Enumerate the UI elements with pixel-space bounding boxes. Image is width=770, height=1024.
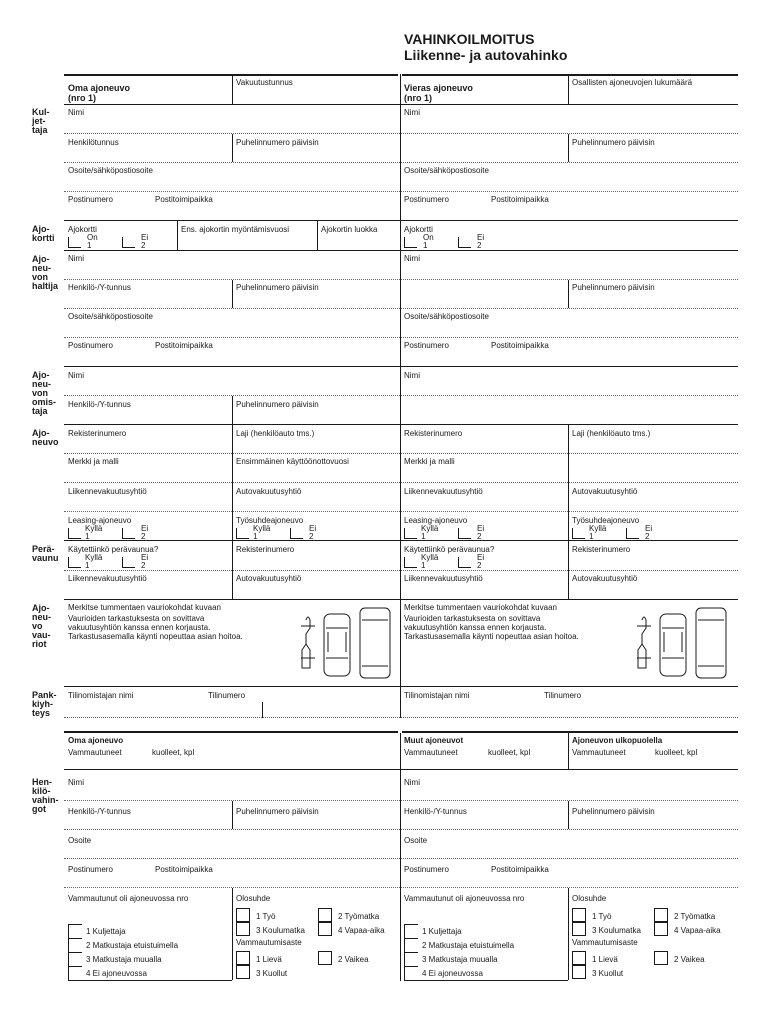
omistaja-puhelin-label: Puhelinnumero päivisin <box>236 400 319 409</box>
peravaunu-ei-checkbox[interactable] <box>122 557 135 568</box>
vieras-ajoneuvo-header: Vieras ajoneuvo <box>404 83 473 93</box>
r-ajokortti-on-checkbox[interactable] <box>458 237 471 248</box>
r-haltija-postitoimipaikka-label: Postitoimipaikka <box>491 341 549 350</box>
r-leasing-kylla: Kyllä <box>421 524 439 533</box>
leasing-kylla-checkbox[interactable] <box>68 528 81 539</box>
r-ajokortti-on: On <box>423 233 434 242</box>
ajokortti-ei-num: 2 <box>141 241 146 250</box>
vakuutustunnus-label: Vakuutustunnus <box>236 78 293 87</box>
inj-postinumero-label: Postinumero <box>68 865 113 874</box>
rekisteri-label: Rekisterinumero <box>68 429 127 438</box>
r-kuljettaja-nimi-label: Nimi <box>404 108 420 117</box>
r-tyosuhde-2: 2 <box>645 532 650 541</box>
side-ajoneuvo: Ajo- neuvo <box>32 428 59 447</box>
omistaja-nimi-label: Nimi <box>68 371 84 380</box>
r-inj-nimi-label: Nimi <box>404 778 420 787</box>
r-peravaunu-1: 1 <box>421 561 426 570</box>
r-inj-role-4: 4 Ei ajoneuvossa <box>422 969 483 978</box>
r-leasing-ei-checkbox[interactable] <box>458 528 471 539</box>
inj-olo-1-checkbox[interactable] <box>236 908 250 922</box>
ajokortti-on-checkbox[interactable] <box>122 237 135 248</box>
inj-puhelin-label: Puhelinnumero päivisin <box>236 807 319 816</box>
peravaunu-liikennevak-label: Liikennevakuutusyhtiö <box>68 574 147 583</box>
r-peravaunu-rekisteri-label: Rekisterinumero <box>572 545 631 554</box>
r-laji-label: Laji (henkilöauto tms.) <box>572 429 651 438</box>
kuljettaja-puhelin-label: Puhelinnumero päivisin <box>236 138 319 147</box>
r-leasing-kylla-checkbox[interactable] <box>404 528 417 539</box>
r-inj-aste-2: 2 Vaikea <box>674 955 705 964</box>
inj-role-2: 2 Matkustaja etuistuimella <box>86 941 179 950</box>
r-ajokortti-2: 2 <box>477 241 482 250</box>
haltija-osoite-label: Osoite/sähköpostiosoite <box>68 312 153 321</box>
ajokortti-on-label: On <box>87 233 98 242</box>
r-peravaunu-kylla: Kyllä <box>421 553 439 562</box>
r-merkitse-label: Merkitse tummentaen vauriokohdat kuvaan <box>404 603 557 612</box>
r-kuljettaja-postitoimipaikka-label: Postitoimipaikka <box>491 195 549 204</box>
peravaunu-autovak-label: Autovakuutusyhtiö <box>236 574 302 583</box>
r-leasing-ei: Ei <box>477 524 485 533</box>
r-leasing-label: Leasing-ajoneuvo <box>404 516 468 525</box>
peravaunu-kylla-checkbox[interactable] <box>68 557 81 568</box>
r-omistaja-nimi-label: Nimi <box>404 371 420 380</box>
inj-muut-vammautuneet: Vammautuneet <box>404 748 458 757</box>
side-ajokortti: Ajo- kortti <box>32 224 55 243</box>
inj-olo-3-checkbox[interactable] <box>236 922 250 936</box>
r-ajokortti-label: Ajokortti <box>404 225 433 234</box>
inj-oma-kuolleet: kuolleet, kpl <box>152 748 195 757</box>
r-inj-puhelin-label: Puhelinnumero päivisin <box>572 807 655 816</box>
r-inj-hytunnus-label: Henkilö-/Y-tunnus <box>404 807 467 816</box>
tilinumero-label: Tilinumero <box>208 691 246 700</box>
leasing-ei: Ei <box>141 524 149 533</box>
r-tyosuhde-kylla: Kyllä <box>589 524 607 533</box>
inj-ulko-vammautuneet: Vammautuneet <box>572 748 626 757</box>
tyosuhde-kylla: Kyllä <box>253 524 271 533</box>
inj-olo-1: 1 Työ <box>256 912 276 921</box>
tilinomistaja-label: Tilinomistajan nimi <box>68 691 134 700</box>
r-inj-osoite-label: Osoite <box>404 836 428 845</box>
r-tilinumero-label: Tilinumero <box>544 691 582 700</box>
inj-olo-3: 3 Koulumatka <box>256 926 305 935</box>
leasing-label: Leasing-ajoneuvo <box>68 516 132 525</box>
kayttoonotto-label: Ensimmäinen käyttöönottovuosi <box>236 457 349 466</box>
osalliset-label: Osallisten ajoneuvojen lukumäärä <box>572 78 693 87</box>
haltija-postinumero-label: Postinumero <box>68 341 113 350</box>
inj-hytunnus-label: Henkilö-/Y-tunnus <box>68 807 131 816</box>
r-inj-postinumero-label: Postinumero <box>404 865 449 874</box>
inj-aste-1: 1 Lievä <box>256 955 282 964</box>
inj-olo-4-checkbox[interactable] <box>318 922 332 936</box>
r-inj-role-3: 3 Matkustaja muualla <box>422 955 498 964</box>
peravaunu-kylla: Kyllä <box>85 553 103 562</box>
r-inj-aste-3: 3 Kuollut <box>592 969 624 978</box>
myontamisvuosi-label: Ens. ajokortin myöntämisvuosi <box>181 225 290 234</box>
inj-aste-2: 2 Vaikea <box>338 955 369 964</box>
side-vauriot: Ajo- neu- vo vau- riot <box>32 603 51 649</box>
r-inj-aste-3-checkbox[interactable] <box>572 965 586 979</box>
side-peravaunu: Perä- vaunu <box>32 544 59 563</box>
tyosuhde-ei-checkbox[interactable] <box>290 528 303 539</box>
r-inj-aste-1-checkbox[interactable] <box>572 951 586 965</box>
side-pankki: Pank- kiyh- teys <box>32 690 57 718</box>
side-kuljettaja: Kul- jet- taja <box>32 107 50 135</box>
inj-aste-3: 3 Kuollut <box>256 969 288 978</box>
r-merkki-label: Merkki ja malli <box>404 457 455 466</box>
r-peravaunu-autovak-label: Autovakuutusyhtiö <box>572 574 638 583</box>
r-haltija-postinumero-label: Postinumero <box>404 341 449 350</box>
r-liikennevak-label: Liikennevakuutusyhtiö <box>404 487 483 496</box>
inj-aste-1-checkbox[interactable] <box>236 951 250 965</box>
r-autovak-label: Autovakuutusyhtiö <box>572 487 638 496</box>
inj-muut-kuolleet: kuolleet, kpl <box>488 748 531 757</box>
title-sub: Liikenne- ja autovahinko <box>404 47 568 63</box>
r-ajokortti-box-left[interactable] <box>404 237 417 248</box>
r-peravaunu-ei-checkbox[interactable] <box>458 557 471 568</box>
r-inj-olo-1-checkbox[interactable] <box>572 908 586 922</box>
ajokortti-box-left[interactable] <box>68 237 81 248</box>
merkki-label: Merkki ja malli <box>68 457 119 466</box>
inj-aste-3-checkbox[interactable] <box>236 965 250 979</box>
r-tyosuhde-ei: Ei <box>645 524 653 533</box>
inj-oma-header: Oma ajoneuvo <box>68 736 124 745</box>
ajokortti-label: Ajokortti <box>68 225 97 234</box>
oma-ajoneuvo-header: Oma ajoneuvo <box>68 83 131 93</box>
inj-muut-header: Muut ajoneuvot <box>404 736 464 745</box>
r-tarkastus-text: Vaurioiden tarkastuksesta on sovittava vakuutusyhtiön kanssa ennen korjausta. Tarkastusasemalla käynti nopeuttaa asian hoitoa. <box>404 614 579 641</box>
inj-role-3: 3 Matkustaja muualla <box>86 955 162 964</box>
r-inj-role-2: 2 Matkustaja etuistuimella <box>422 941 515 950</box>
inj-ulko-kuolleet: kuolleet, kpl <box>655 748 698 757</box>
r-inj-olo-3-checkbox[interactable] <box>572 922 586 936</box>
r-inj-aste: Vammautumisaste <box>572 938 638 947</box>
inj-olosuhde: Olosuhde <box>236 894 271 903</box>
inj-oma-vammautuneet: Vammautuneet <box>68 748 122 757</box>
ajokortti-on-num: 1 <box>87 241 92 250</box>
r-haltija-nimi-label: Nimi <box>404 254 420 263</box>
inj-olo-4: 4 Vapaa-aika <box>338 926 385 935</box>
tyosuhde-1: 1 <box>253 532 258 541</box>
inj-vammautunut-oli-text: Vammautunut oli ajoneuvossa nro <box>68 894 189 903</box>
laji-label: Laji (henkilöauto tms.) <box>236 429 315 438</box>
tyosuhde-kylla-checkbox[interactable] <box>236 528 249 539</box>
tarkastus-text: Vaurioiden tarkastuksesta on sovittava vakuutusyhtiön kanssa ennen korjausta. Tarkastusasemalla käynti nopeuttaa asian hoitoa. <box>68 614 243 641</box>
tyosuhde-2: 2 <box>309 532 314 541</box>
r-inj-aste-2-checkbox[interactable] <box>654 951 668 965</box>
r-leasing-1: 1 <box>421 532 426 541</box>
inj-aste-2-checkbox[interactable] <box>318 951 332 965</box>
r-tyosuhde-label: Työsuhdeajoneuvo <box>572 516 640 525</box>
peravaunu-q-label: Käytettiinkö perävaunua? <box>68 545 159 554</box>
inj-role-1: 1 Kuljettaja <box>86 927 126 936</box>
haltija-hytunnus-label: Henkilö-/Y-tunnus <box>68 283 131 292</box>
r-rekisteri-label: Rekisterinumero <box>404 429 463 438</box>
r-tyosuhde-ei-checkbox[interactable] <box>626 528 639 539</box>
vieras-nro: (nro 1) <box>404 93 432 103</box>
kuljettaja-henkilotunnus-label: Henkilötunnus <box>68 138 119 147</box>
inj-nimi-label: Nimi <box>68 778 84 787</box>
oma-nro: (nro 1) <box>68 93 96 103</box>
inj-olo-2: 2 Työmatka <box>338 912 380 921</box>
tyosuhde-ei: Ei <box>309 524 317 533</box>
omistaja-hytunnus-label: Henkilö-/Y-tunnus <box>68 400 131 409</box>
ajokortin-luokka-label: Ajokortin luokka <box>321 225 378 234</box>
side-haltija: Ajo- neu- von haltija <box>32 254 59 291</box>
merkitse-label: Merkitse tummentaen vauriokohdat kuvaan <box>68 603 221 612</box>
peravaunu-ei: Ei <box>141 553 149 562</box>
haltija-postitoimipaikka-label: Postitoimipaikka <box>155 341 213 350</box>
r-peravaunu-kylla-checkbox[interactable] <box>404 557 417 568</box>
haltija-nimi-label: Nimi <box>68 254 84 263</box>
tyosuhde-label: Työsuhdeajoneuvo <box>236 516 304 525</box>
r-kuljettaja-osoite-label: Osoite/sähköpostiosoite <box>404 166 489 175</box>
r-inj-role-1: 1 Kuljettaja <box>422 927 462 936</box>
r-tilinomistaja-label: Tilinomistajan nimi <box>404 691 470 700</box>
inj-olo-2-checkbox[interactable] <box>318 908 332 922</box>
inj-role-4: 4 Ei ajoneuvossa <box>86 969 147 978</box>
r-ajokortti-ei: Ei <box>477 233 485 242</box>
r-ajokortti-1: 1 <box>423 241 428 250</box>
r-inj-vammautunut-oli: Vammautunut oli ajoneuvossa nro <box>404 894 525 903</box>
liikennevak-label: Liikennevakuutusyhtiö <box>68 487 147 496</box>
kuljettaja-postitoimipaikka-label: Postitoimipaikka <box>155 195 213 204</box>
r-inj-olo-4: 4 Vapaa-aika <box>674 926 721 935</box>
r-haltija-puhelin-label: Puhelinnumero päivisin <box>572 283 655 292</box>
peravaunu-2: 2 <box>141 561 146 570</box>
peravaunu-1: 1 <box>85 561 90 570</box>
r-inj-olo-2: 2 Työmatka <box>674 912 716 921</box>
r-inj-olo-2-checkbox[interactable] <box>654 908 668 922</box>
side-omistaja: Ajo- neu- von omis- taja <box>32 370 57 416</box>
r-inj-olo-4-checkbox[interactable] <box>654 922 668 936</box>
haltija-puhelin-label: Puhelinnumero päivisin <box>236 283 319 292</box>
r-haltija-osoite-label: Osoite/sähköpostiosoite <box>404 312 489 321</box>
ajokortti-ei-label: Ei <box>141 233 149 242</box>
r-peravaunu-q-label: Käytettiinkö perävaunua? <box>404 545 495 554</box>
leasing-kylla: Kyllä <box>85 524 103 533</box>
autovak-label: Autovakuutusyhtiö <box>236 487 302 496</box>
r-kuljettaja-postinumero-label: Postinumero <box>404 195 449 204</box>
r-peravaunu-ei: Ei <box>477 553 485 562</box>
r-leasing-2: 2 <box>477 532 482 541</box>
r-peravaunu-liikennevak-label: Liikennevakuutusyhtiö <box>404 574 483 583</box>
inj-ulko-header: Ajoneuvon ulkopuolella <box>572 736 663 745</box>
side-henkilo: Hen- kilö- vahin- got <box>32 777 59 814</box>
r-tyosuhde-1: 1 <box>589 532 594 541</box>
inj-osoite-label: Osoite <box>68 836 92 845</box>
title-main: VAHINKOILMOITUS <box>404 31 535 47</box>
leasing-ei-checkbox[interactable] <box>122 528 135 539</box>
r-kuljettaja-puhelin-label: Puhelinnumero päivisin <box>572 138 655 147</box>
r-tyosuhde-kylla-checkbox[interactable] <box>572 528 585 539</box>
r-inj-aste-1: 1 Lievä <box>592 955 618 964</box>
r-peravaunu-2: 2 <box>477 561 482 570</box>
inj-aste: Vammautumisaste <box>236 938 302 947</box>
r-inj-olo-1: 1 Työ <box>592 912 612 921</box>
peravaunu-rekisteri-label: Rekisterinumero <box>236 545 295 554</box>
leasing-1: 1 <box>85 532 90 541</box>
kuljettaja-postinumero-label: Postinumero <box>68 195 113 204</box>
kuljettaja-nimi-label: Nimi <box>68 108 84 117</box>
r-inj-postitoimipaikka-label: Postitoimipaikka <box>491 865 549 874</box>
kuljettaja-osoite-label: Osoite/sähköpostiosoite <box>68 166 153 175</box>
r-inj-olosuhde: Olosuhde <box>572 894 607 903</box>
inj-postitoimipaikka-label: Postitoimipaikka <box>155 865 213 874</box>
r-inj-olo-3: 3 Koulumatka <box>592 926 641 935</box>
leasing-2: 2 <box>141 532 146 541</box>
